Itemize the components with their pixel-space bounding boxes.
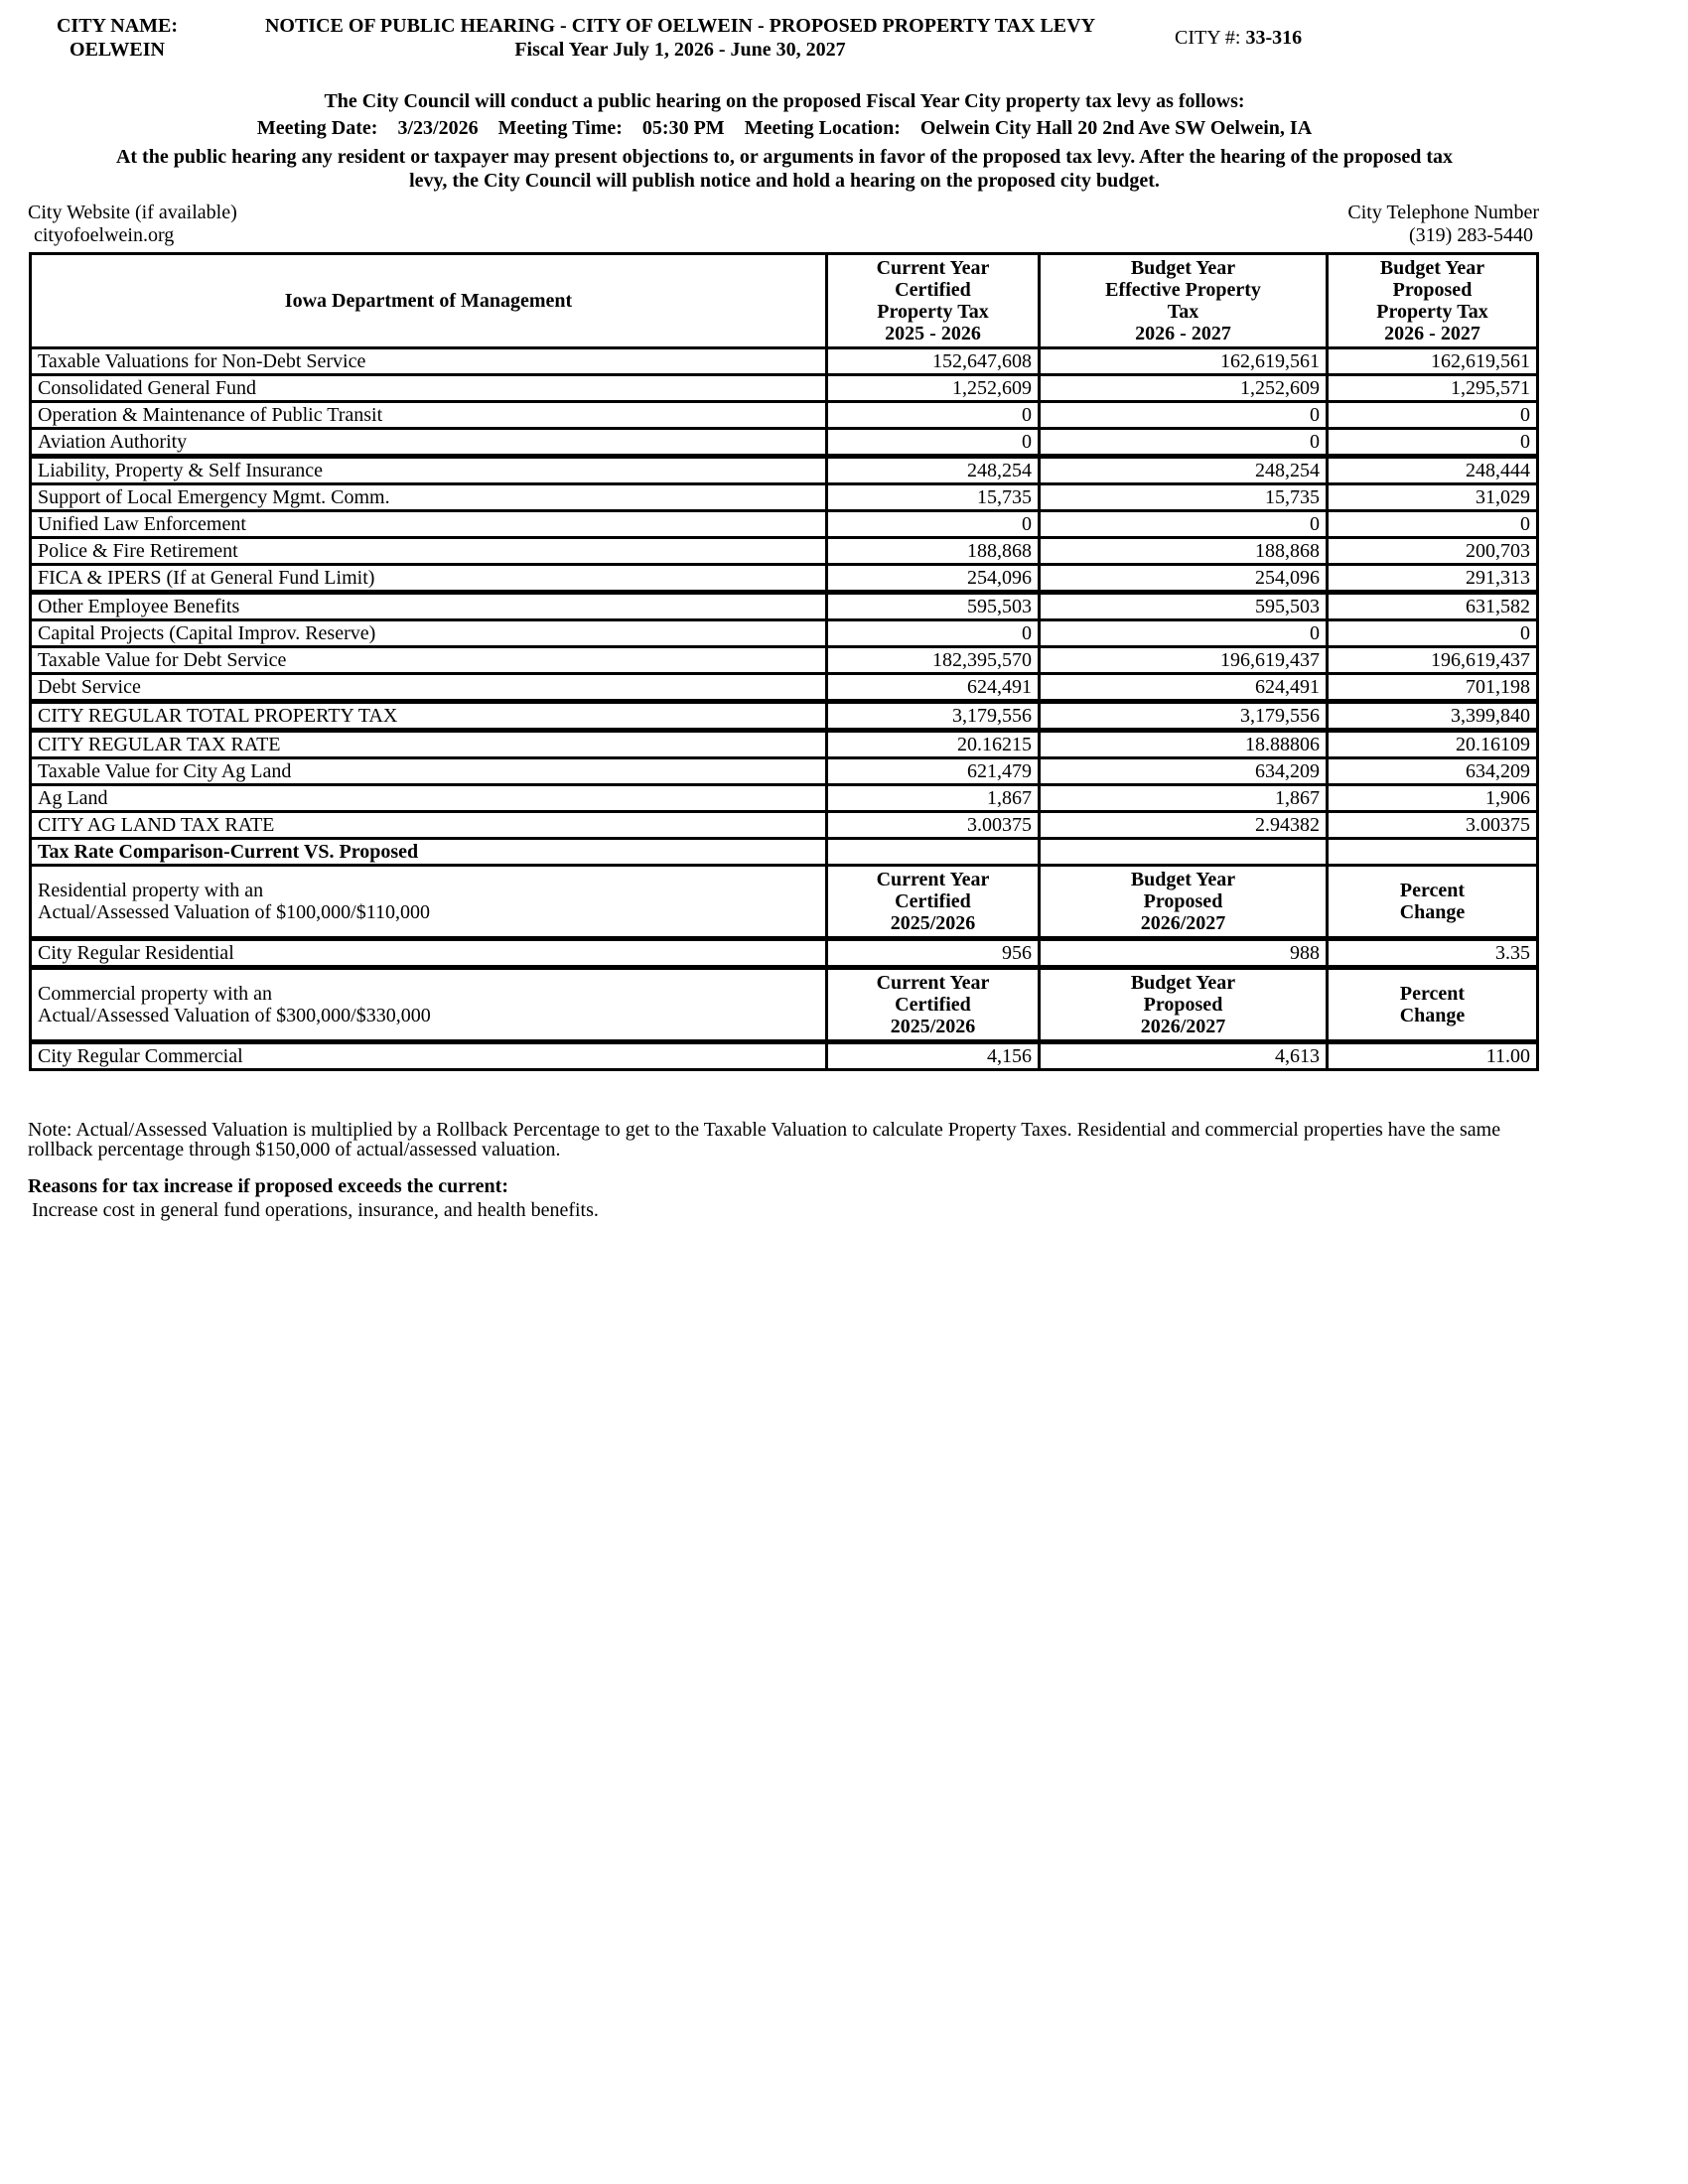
header-line: Budget Year bbox=[1130, 869, 1236, 890]
comparison-title: Tax Rate Comparison-Current VS. Proposed bbox=[31, 839, 827, 866]
city-name: OELWEIN bbox=[70, 39, 165, 61]
row-label: Other Employee Benefits bbox=[31, 593, 827, 620]
header-line: Proposed bbox=[1143, 890, 1223, 912]
table-row bbox=[31, 647, 1538, 674]
table-row bbox=[31, 429, 1538, 457]
residential-current: 956 bbox=[827, 939, 1040, 968]
proposed-value: 162,619,561 bbox=[1328, 348, 1538, 375]
levy-rows bbox=[31, 348, 1538, 839]
row-label: FICA & IPERS (If at General Fund Limit) bbox=[31, 565, 827, 593]
meeting-time: 05:30 PM bbox=[641, 117, 725, 139]
objections-line-2: levy, the City Council will publish notice and hold a hearing on the proposed city budget. bbox=[409, 170, 1160, 192]
proposed-value: 0 bbox=[1328, 620, 1538, 647]
current-year-value: 188,868 bbox=[827, 538, 1040, 565]
city-name-label: CITY NAME: bbox=[56, 15, 179, 37]
commercial-label: City Regular Commercial bbox=[31, 1042, 827, 1070]
meeting-date: 3/23/2026 bbox=[397, 117, 479, 139]
table-row bbox=[31, 593, 1538, 620]
header-line: Proposed bbox=[1392, 279, 1473, 301]
city-number: 33-316 bbox=[1245, 27, 1303, 49]
description-line: Residential property with an bbox=[38, 880, 264, 901]
header-line: Change bbox=[1399, 901, 1466, 923]
proposed-value: 291,313 bbox=[1328, 565, 1538, 593]
commercial-percent-change: 11.00 bbox=[1328, 1042, 1538, 1070]
city-number-label: CITY #: bbox=[1175, 27, 1241, 49]
header-line: Property Tax bbox=[1376, 301, 1488, 323]
effective-value: 248,254 bbox=[1040, 457, 1328, 484]
header-line: 2025 - 2026 bbox=[885, 323, 981, 344]
commercial-header-percent bbox=[1328, 968, 1538, 1042]
row-label: Police & Fire Retirement bbox=[31, 538, 827, 565]
table-header-row bbox=[31, 254, 1538, 348]
empty-cell bbox=[1328, 839, 1538, 866]
description-line: Actual/Assessed Valuation of $100,000/$110,000 bbox=[38, 901, 430, 923]
effective-value: 0 bbox=[1040, 511, 1328, 538]
header-budget-proposed bbox=[1328, 254, 1538, 348]
current-year-value: 3.00375 bbox=[827, 812, 1040, 839]
row-label: Taxable Value for Debt Service bbox=[31, 647, 827, 674]
table-row bbox=[31, 511, 1538, 538]
effective-value: 595,503 bbox=[1040, 593, 1328, 620]
empty-cell bbox=[827, 839, 1040, 866]
table-row bbox=[31, 565, 1538, 593]
table-row bbox=[31, 375, 1538, 402]
phone-number: (319) 283-5440 bbox=[1409, 224, 1533, 246]
commercial-header-row bbox=[31, 968, 1538, 1042]
effective-value: 0 bbox=[1040, 620, 1328, 647]
row-label: Support of Local Emergency Mgmt. Comm. bbox=[31, 484, 827, 511]
table-row bbox=[31, 457, 1538, 484]
header-line: Certified bbox=[895, 890, 971, 912]
current-year-value: 1,867 bbox=[827, 785, 1040, 812]
residential-row bbox=[31, 939, 1538, 968]
header-line: Budget Year bbox=[1130, 257, 1236, 279]
commercial-row bbox=[31, 1042, 1538, 1070]
notice-title: NOTICE OF PUBLIC HEARING - CITY OF OELWEIN - PROPOSED PROPERTY TAX LEVY bbox=[264, 15, 1096, 37]
row-label: Capital Projects (Capital Improv. Reserve) bbox=[31, 620, 827, 647]
header-line: Percent bbox=[1399, 880, 1466, 901]
header-line: 2025/2026 bbox=[890, 912, 976, 934]
meeting-location-label: Meeting Location: bbox=[744, 117, 901, 139]
effective-value: 18.88806 bbox=[1040, 731, 1328, 758]
table-row bbox=[31, 402, 1538, 429]
header-line: 2026 - 2027 bbox=[1135, 323, 1231, 344]
commercial-header-current bbox=[827, 968, 1040, 1042]
proposed-value: 1,906 bbox=[1328, 785, 1538, 812]
table-row bbox=[31, 620, 1538, 647]
commercial-description bbox=[31, 968, 827, 1042]
header-line: 2026/2027 bbox=[1140, 912, 1226, 934]
effective-value: 3,179,556 bbox=[1040, 702, 1328, 731]
residential-header-current bbox=[827, 866, 1040, 939]
notice-title-block bbox=[223, 14, 1137, 62]
proposed-value: 0 bbox=[1328, 511, 1538, 538]
effective-value: 624,491 bbox=[1040, 674, 1328, 702]
header-line: Change bbox=[1399, 1005, 1466, 1026]
meeting-time-label: Meeting Time: bbox=[497, 117, 623, 139]
header-iowa-dept-management: Iowa Department of Management bbox=[31, 254, 827, 348]
proposed-value: 248,444 bbox=[1328, 457, 1538, 484]
effective-value: 0 bbox=[1040, 402, 1328, 429]
proposed-value: 31,029 bbox=[1328, 484, 1538, 511]
proposed-value: 0 bbox=[1328, 429, 1538, 457]
header-line: Tax bbox=[1167, 301, 1199, 323]
table-row bbox=[31, 484, 1538, 511]
table-row bbox=[31, 702, 1538, 731]
residential-header-row bbox=[31, 866, 1538, 939]
effective-value: 2.94382 bbox=[1040, 812, 1328, 839]
proposed-value: 0 bbox=[1328, 402, 1538, 429]
header-line: Budget Year bbox=[1379, 257, 1485, 279]
phone-block bbox=[1291, 202, 1539, 247]
current-year-value: 182,395,570 bbox=[827, 647, 1040, 674]
row-label: Taxable Value for City Ag Land bbox=[31, 758, 827, 785]
header-line: Current Year bbox=[876, 869, 990, 890]
row-label: Ag Land bbox=[31, 785, 827, 812]
residential-header-percent bbox=[1328, 866, 1538, 939]
table-row bbox=[31, 758, 1538, 785]
residential-percent-change: 3.35 bbox=[1328, 939, 1538, 968]
row-label: Liability, Property & Self Insurance bbox=[31, 457, 827, 484]
description-line: Actual/Assessed Valuation of $300,000/$330,000 bbox=[38, 1005, 431, 1026]
comparison-title-row bbox=[31, 839, 1538, 866]
rollback-note: Note: Actual/Assessed Valuation is multiplied by a Rollback Percentage to get to the Taxable Valuation to calculate Property Taxes. Residential and commercial properties have the same rollback percentage through $150,000 of actual/assessed valuation. bbox=[28, 1119, 1501, 1160]
effective-value: 162,619,561 bbox=[1040, 348, 1328, 375]
current-year-value: 3,179,556 bbox=[827, 702, 1040, 731]
header-line: Current Year bbox=[876, 972, 990, 994]
current-year-value: 15,735 bbox=[827, 484, 1040, 511]
residential-label: City Regular Residential bbox=[31, 939, 827, 968]
header-line: Effective Property bbox=[1105, 279, 1261, 301]
row-label: Consolidated General Fund bbox=[31, 375, 827, 402]
header-line: Certified bbox=[895, 994, 971, 1016]
row-label: CITY REGULAR TOTAL PROPERTY TAX bbox=[31, 702, 827, 731]
header-current-year bbox=[827, 254, 1040, 348]
reasons-text: Increase cost in general fund operations, insurance, and health benefits. bbox=[32, 1199, 599, 1221]
current-year-value: 624,491 bbox=[827, 674, 1040, 702]
header-line: Percent bbox=[1399, 983, 1466, 1005]
current-year-value: 621,479 bbox=[827, 758, 1040, 785]
table-row bbox=[31, 731, 1538, 758]
row-label: Operation & Maintenance of Public Transit bbox=[31, 402, 827, 429]
header-line: Property Tax bbox=[877, 301, 989, 323]
effective-value: 634,209 bbox=[1040, 758, 1328, 785]
table-row bbox=[31, 674, 1538, 702]
table-row bbox=[31, 538, 1538, 565]
reasons-heading: Reasons for tax increase if proposed exceeds the current: bbox=[28, 1175, 509, 1197]
row-label: CITY REGULAR TAX RATE bbox=[31, 731, 827, 758]
table-row bbox=[31, 785, 1538, 812]
objections-line-1: At the public hearing any resident or taxpayer may present objections to, or arguments in favor of the proposed tax levy. After the hearing of the proposed tax bbox=[115, 146, 1454, 168]
effective-value: 1,867 bbox=[1040, 785, 1328, 812]
header-line: 2025/2026 bbox=[890, 1016, 976, 1037]
website-label: City Website (if available) bbox=[28, 202, 237, 223]
proposed-value: 196,619,437 bbox=[1328, 647, 1538, 674]
current-year-value: 20.16215 bbox=[827, 731, 1040, 758]
description-line: Commercial property with an bbox=[38, 983, 273, 1005]
meeting-info-line bbox=[30, 116, 1539, 140]
proposed-value: 1,295,571 bbox=[1328, 375, 1538, 402]
header-line: Proposed bbox=[1143, 994, 1223, 1016]
row-label: Unified Law Enforcement bbox=[31, 511, 827, 538]
current-year-value: 0 bbox=[827, 429, 1040, 457]
effective-value: 1,252,609 bbox=[1040, 375, 1328, 402]
proposed-value: 20.16109 bbox=[1328, 731, 1538, 758]
effective-value: 254,096 bbox=[1040, 565, 1328, 593]
row-label: Aviation Authority bbox=[31, 429, 827, 457]
empty-cell bbox=[1040, 839, 1328, 866]
website-block bbox=[28, 202, 237, 247]
city-number-block bbox=[1175, 26, 1302, 50]
effective-value: 15,735 bbox=[1040, 484, 1328, 511]
proposed-value: 631,582 bbox=[1328, 593, 1538, 620]
header-line: Budget Year bbox=[1130, 972, 1236, 994]
commercial-current: 4,156 bbox=[827, 1042, 1040, 1070]
commercial-header-proposed bbox=[1040, 968, 1328, 1042]
effective-value: 196,619,437 bbox=[1040, 647, 1328, 674]
effective-value: 188,868 bbox=[1040, 538, 1328, 565]
header-line: 2026 - 2027 bbox=[1384, 323, 1480, 344]
residential-header-proposed bbox=[1040, 866, 1328, 939]
current-year-value: 1,252,609 bbox=[827, 375, 1040, 402]
meeting-location: Oelwein City Hall 20 2nd Ave SW Oelwein, IA bbox=[919, 117, 1313, 139]
proposed-value: 3,399,840 bbox=[1328, 702, 1538, 731]
residential-proposed: 988 bbox=[1040, 939, 1328, 968]
proposed-value: 200,703 bbox=[1328, 538, 1538, 565]
residential-description bbox=[31, 866, 827, 939]
current-year-value: 595,503 bbox=[827, 593, 1040, 620]
header-line: Certified bbox=[895, 279, 971, 301]
current-year-value: 0 bbox=[827, 511, 1040, 538]
current-year-value: 152,647,608 bbox=[827, 348, 1040, 375]
row-label: Debt Service bbox=[31, 674, 827, 702]
current-year-value: 0 bbox=[827, 620, 1040, 647]
meeting-date-label: Meeting Date: bbox=[256, 117, 378, 139]
header-budget-effective bbox=[1040, 254, 1328, 348]
current-year-value: 254,096 bbox=[827, 565, 1040, 593]
property-tax-levy-table bbox=[29, 252, 1539, 1071]
table-row bbox=[31, 812, 1538, 839]
commercial-proposed: 4,613 bbox=[1040, 1042, 1328, 1070]
current-year-value: 0 bbox=[827, 402, 1040, 429]
fiscal-year: Fiscal Year July 1, 2026 - June 30, 2027 bbox=[514, 39, 846, 61]
objections-notice bbox=[30, 145, 1539, 193]
phone-label: City Telephone Number bbox=[1347, 202, 1539, 223]
website-link[interactable]: cityofoelwein.org bbox=[34, 224, 175, 246]
effective-value: 0 bbox=[1040, 429, 1328, 457]
row-label: Taxable Valuations for Non-Debt Service bbox=[31, 348, 827, 375]
proposed-value: 701,198 bbox=[1328, 674, 1538, 702]
header-line: 2026/2027 bbox=[1140, 1016, 1226, 1037]
table-row bbox=[31, 348, 1538, 375]
header-line: Current Year bbox=[876, 257, 990, 279]
city-name-block bbox=[48, 14, 187, 62]
council-hearing-line: The City Council will conduct a public hearing on the proposed Fiscal Year City property tax levy as follows: bbox=[324, 90, 1245, 112]
current-year-value: 248,254 bbox=[827, 457, 1040, 484]
proposed-value: 634,209 bbox=[1328, 758, 1538, 785]
proposed-value: 3.00375 bbox=[1328, 812, 1538, 839]
row-label: CITY AG LAND TAX RATE bbox=[31, 812, 827, 839]
